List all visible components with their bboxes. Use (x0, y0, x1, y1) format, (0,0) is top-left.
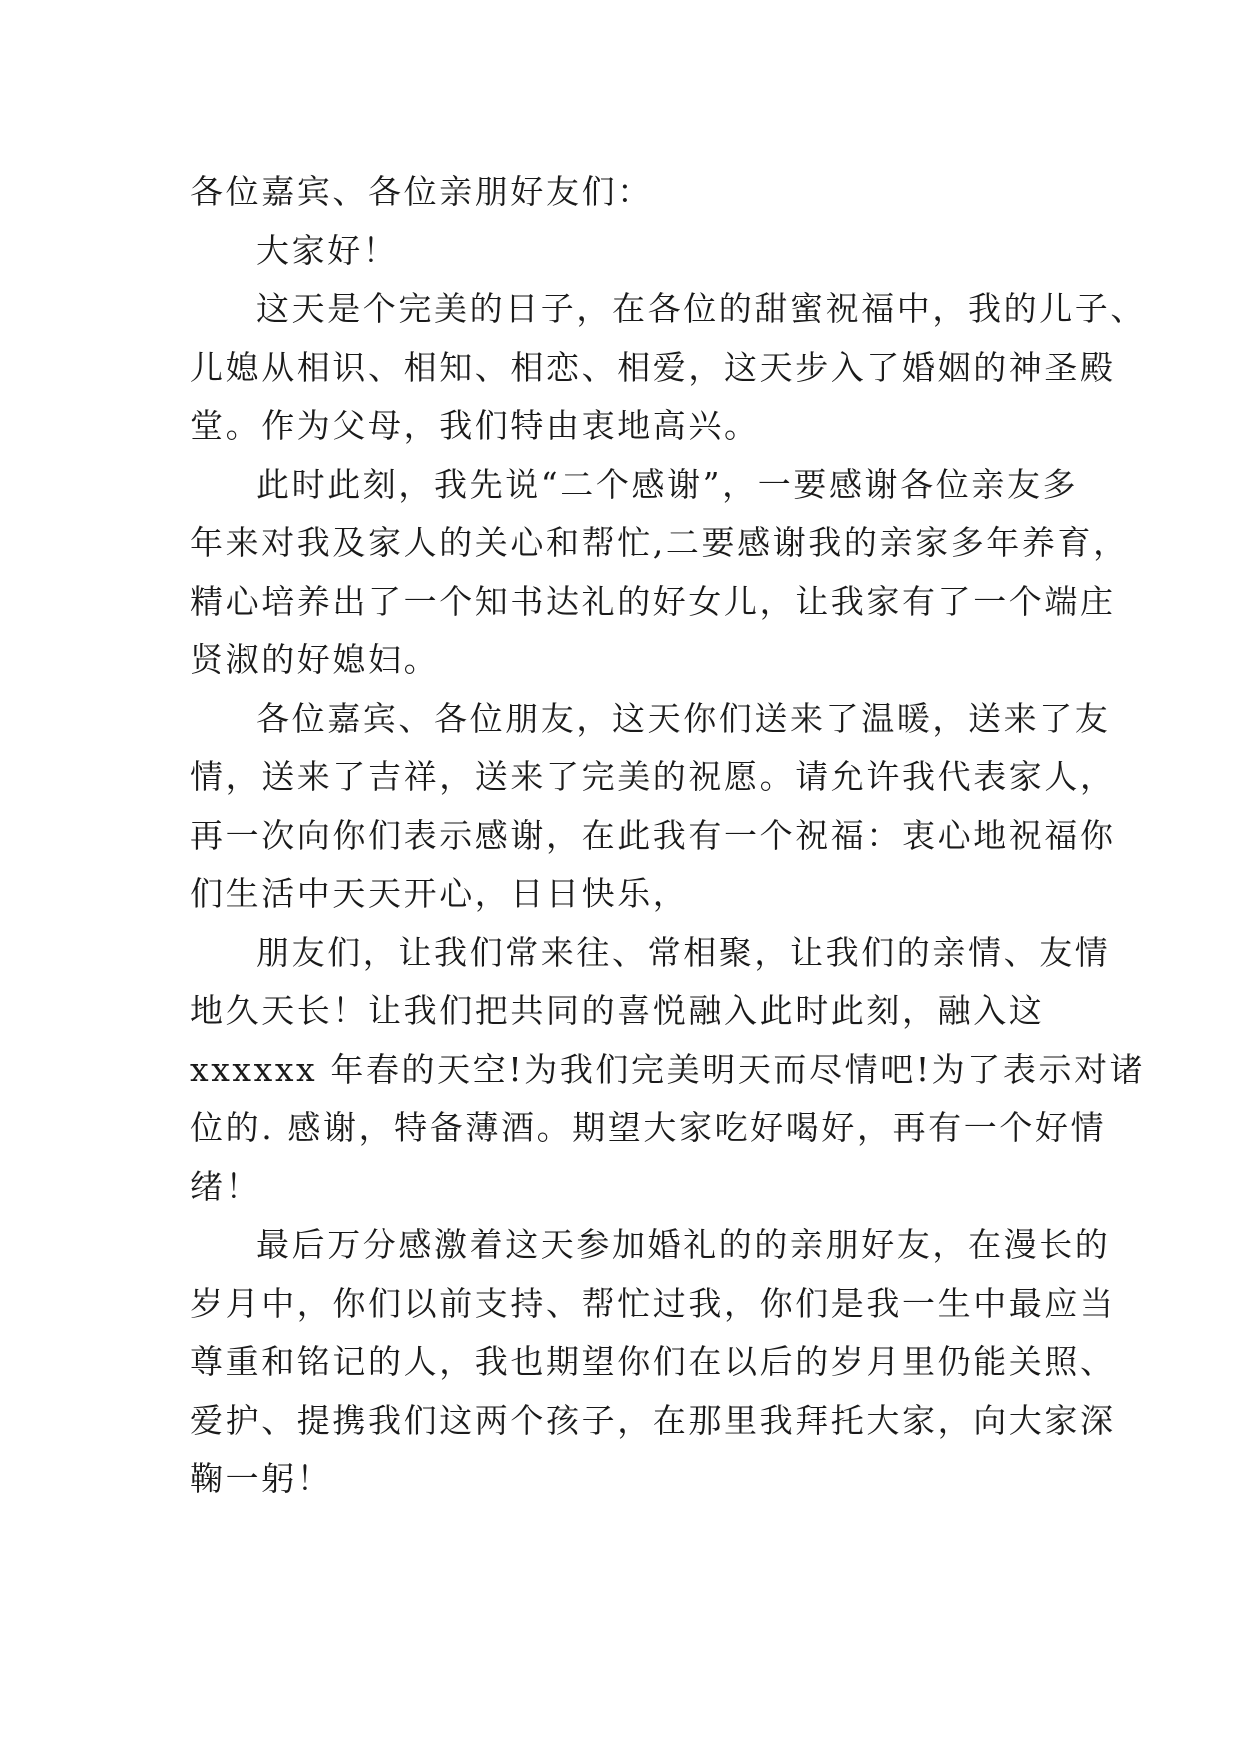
paragraph-line: 绪！ (190, 1166, 262, 1206)
paragraph-line: 位的. 感谢，特备薄酒。期望大家吃好喝好，再有一个好情 (190, 1108, 1107, 1147)
paragraph-line: 们生活中天天开心，日日快乐， (190, 874, 689, 913)
paragraph-line: 各位嘉宾、各位朋友，这天你们送来了温暖，送来了友 (256, 698, 1111, 738)
paragraph-line: 最后万分感激着这天参加婚礼的的亲朋好友，在漫长的 (256, 1225, 1111, 1264)
paragraph-line: 儿媳从相识、相知、相恋、相爱，这天步入了婚姻的神圣殿 (190, 347, 1116, 387)
paragraph-line: 地久天长！让我们把共同的喜悦融入此时此刻，融入这 (190, 991, 1045, 1030)
paragraph-line: 岁月中，你们以前支持、帮忙过我，你们是我一生中最应当 (190, 1283, 1116, 1323)
paragraph-line: 鞠一躬！ (190, 1459, 333, 1498)
paragraph-line: 这天是个完美的日子，在各位的甜蜜祝福中，我的儿子、 (256, 289, 1146, 328)
paragraph-line: 年来对我及家人的关心和帮忙,二要感谢我的亲家多年养育， (190, 523, 1129, 562)
salutation-line: 各位嘉宾、各位亲朋好友们： (190, 172, 653, 211)
paragraph-line: 朋友们，让我们常来往、常相聚，让我们的亲情、友情 (256, 932, 1111, 972)
paragraph-line: 堂。作为父母，我们特由衷地高兴。 (190, 406, 760, 445)
speech-body (190, 163, 1146, 1509)
paragraph-line: 此时此刻，我先说“二个感谢”，一要感谢各位亲友多 (256, 464, 1079, 504)
greeting-line: 大家好！ (256, 230, 399, 270)
paragraph-line: 尊重和铭记的人，我也期望你们在以后的岁月里仍能关照、 (190, 1342, 1116, 1381)
paragraph-line: xxxxxx 年春的天空!为我们完美明天而尽情吧!为了表示对诸 (190, 1049, 1146, 1089)
paragraph-line: 爱护、提携我们这两个孩子，在那里我拜托大家，向大家深 (190, 1400, 1116, 1440)
paragraph-line: 再一次向你们表示感谢，在此我有一个祝福：衷心地祝福你 (190, 815, 1116, 855)
paragraph-line: 情，送来了吉祥，送来了完美的祝愿。请允许我代表家人， (190, 757, 1116, 796)
paragraph-line: 贤淑的好媳妇。 (190, 640, 440, 679)
paragraph-line: 精心培养出了一个知书达礼的好女儿，让我家有了一个端庄 (190, 581, 1116, 621)
